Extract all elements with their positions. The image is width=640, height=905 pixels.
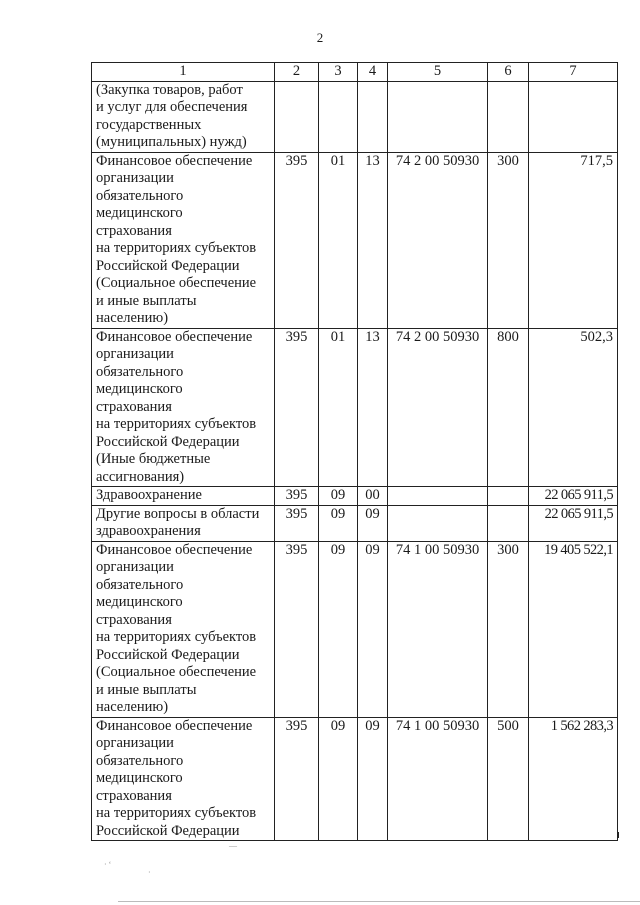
header-row bbox=[92, 63, 618, 82]
expense-type-cell: 300 bbox=[488, 152, 529, 328]
table-row bbox=[92, 717, 618, 841]
row-name-line: Здравоохранение bbox=[96, 487, 202, 503]
budget-table bbox=[91, 62, 618, 841]
amount-cell: 717,5 bbox=[529, 152, 618, 328]
section-code-cell bbox=[319, 81, 358, 152]
subsection-code-cell: 00 bbox=[358, 487, 388, 506]
amount-cell: 502,3 bbox=[529, 328, 618, 487]
admin-code-cell: 395 bbox=[275, 487, 319, 506]
target-article-cell bbox=[388, 81, 488, 152]
row-name-line: Российской Федерации bbox=[96, 646, 240, 663]
row-name-line: Российской Федерации bbox=[96, 257, 240, 274]
row-name-line: обязательного bbox=[96, 576, 184, 593]
subsection-code-cell: 09 bbox=[358, 541, 388, 717]
column-header: 4 bbox=[358, 63, 388, 82]
row-name-line: страхования bbox=[96, 222, 172, 239]
target-article-cell: 74 1 00 50930 bbox=[388, 717, 488, 841]
column-header: 3 bbox=[319, 63, 358, 82]
row-name-line: и услуг для обеспечения bbox=[96, 99, 248, 115]
target-article-cell: 74 2 00 50930 bbox=[388, 152, 488, 328]
row-name-line: населению) bbox=[96, 699, 169, 715]
row-name-line: населению) bbox=[96, 310, 169, 326]
target-article-cell: 74 1 00 50930 bbox=[388, 541, 488, 717]
target-article-cell: 74 2 00 50930 bbox=[388, 328, 488, 487]
amount-cell: 22 065 911,5 bbox=[529, 487, 618, 506]
table-row bbox=[92, 152, 618, 328]
target-article-cell bbox=[388, 505, 488, 541]
expense-type-cell: 800 bbox=[488, 328, 529, 487]
admin-code-cell: 395 bbox=[275, 152, 319, 328]
row-name-line: здравоохранения bbox=[96, 523, 201, 539]
expense-type-cell bbox=[488, 505, 529, 541]
amount-cell bbox=[529, 81, 618, 152]
subsection-code-cell: 09 bbox=[358, 505, 388, 541]
row-name-line: обязательного bbox=[96, 187, 184, 204]
row-name-line: государственных bbox=[96, 116, 202, 133]
row-name-cell bbox=[92, 487, 275, 506]
row-name-line: на территориях субъектов bbox=[96, 416, 257, 432]
admin-code-cell: 395 bbox=[275, 328, 319, 487]
row-name-cell bbox=[92, 152, 275, 328]
row-name-line: Финансовое обеспечение bbox=[96, 152, 253, 169]
row-name-line: страхования bbox=[96, 398, 172, 415]
row-name-line: на территориях субъектов bbox=[96, 240, 257, 256]
expense-type-cell: 500 bbox=[488, 717, 529, 841]
row-name-line: организации bbox=[96, 559, 174, 575]
row-name-cell bbox=[92, 541, 275, 717]
row-name-line: на территориях субъектов bbox=[96, 805, 257, 821]
admin-code-cell bbox=[275, 81, 319, 152]
row-name-line: медицинского bbox=[96, 770, 183, 786]
row-name-line: организации bbox=[96, 170, 174, 186]
row-name-line: (муниципальных) нужд) bbox=[96, 134, 247, 150]
admin-code-cell: 395 bbox=[275, 505, 319, 541]
row-name-cell bbox=[92, 717, 275, 841]
column-header: 2 bbox=[275, 63, 319, 82]
row-name-line: Другие вопросы в области bbox=[96, 505, 260, 522]
row-name-line: обязательного bbox=[96, 363, 184, 380]
row-name-line: ассигнования) bbox=[96, 468, 185, 485]
expense-type-cell: 300 bbox=[488, 541, 529, 717]
table-row bbox=[92, 328, 618, 487]
column-header: 5 bbox=[388, 63, 488, 82]
row-name-line: медицинского bbox=[96, 205, 183, 221]
row-name-line: страхования bbox=[96, 787, 172, 804]
row-name-line: (Социальное обеспечение bbox=[96, 275, 257, 291]
page-edge-line bbox=[118, 901, 640, 904]
amount-cell: 22 065 911,5 bbox=[529, 505, 618, 541]
section-code-cell: 01 bbox=[319, 152, 358, 328]
row-name-line: медицинского bbox=[96, 381, 183, 397]
column-header: 1 bbox=[92, 63, 275, 82]
table-body bbox=[92, 81, 618, 841]
table-row bbox=[92, 505, 618, 541]
expense-type-cell bbox=[488, 487, 529, 506]
admin-code-cell: 395 bbox=[275, 717, 319, 841]
row-name-line: (Закупка товаров, работ bbox=[96, 81, 243, 98]
section-code-cell: 09 bbox=[319, 717, 358, 841]
scan-artifact: — bbox=[229, 841, 237, 850]
scan-artifact: · ‘ bbox=[104, 860, 112, 869]
scan-artifact: · bbox=[148, 868, 151, 877]
row-name-line: обязательного bbox=[96, 752, 184, 769]
page-number: 2 bbox=[316, 30, 324, 45]
table-row bbox=[92, 81, 618, 152]
row-name-line: Российской Федерации bbox=[96, 433, 240, 450]
row-name-line: и иные выплаты bbox=[96, 292, 197, 309]
admin-code-cell: 395 bbox=[275, 541, 319, 717]
amount-cell: 19 405 522,1 bbox=[529, 541, 618, 717]
row-name-line: Финансовое обеспечение bbox=[96, 717, 253, 734]
subsection-code-cell: 13 bbox=[358, 328, 388, 487]
section-code-cell: 09 bbox=[319, 541, 358, 717]
target-article-cell bbox=[388, 487, 488, 506]
section-code-cell: 01 bbox=[319, 328, 358, 487]
row-name-line: на территориях субъектов bbox=[96, 629, 257, 645]
row-name-line: (Иные бюджетные bbox=[96, 451, 211, 467]
column-header: 7 bbox=[529, 63, 618, 82]
row-name-line: Финансовое обеспечение bbox=[96, 541, 253, 558]
expense-type-cell bbox=[488, 81, 529, 152]
table-row bbox=[92, 487, 618, 506]
row-name-line: страхования bbox=[96, 611, 172, 628]
row-name-cell bbox=[92, 505, 275, 541]
column-header: 6 bbox=[488, 63, 529, 82]
row-name-line: организации bbox=[96, 346, 174, 362]
row-name-line: медицинского bbox=[96, 594, 183, 610]
subsection-code-cell: 09 bbox=[358, 717, 388, 841]
section-code-cell: 09 bbox=[319, 487, 358, 506]
subsection-code-cell: 13 bbox=[358, 152, 388, 328]
table-continuation-lines bbox=[91, 832, 619, 838]
amount-cell: 1 562 283,3 bbox=[529, 717, 618, 841]
row-name-line: и иные выплаты bbox=[96, 681, 197, 698]
row-name-line: Российской Федерации bbox=[96, 822, 240, 839]
row-name-cell bbox=[92, 81, 275, 152]
subsection-code-cell bbox=[358, 81, 388, 152]
table-row bbox=[92, 541, 618, 717]
row-name-line: Финансовое обеспечение bbox=[96, 328, 253, 345]
row-name-line: организации bbox=[96, 735, 174, 751]
section-code-cell: 09 bbox=[319, 505, 358, 541]
row-name-line: (Социальное обеспечение bbox=[96, 664, 257, 680]
row-name-cell bbox=[92, 328, 275, 487]
